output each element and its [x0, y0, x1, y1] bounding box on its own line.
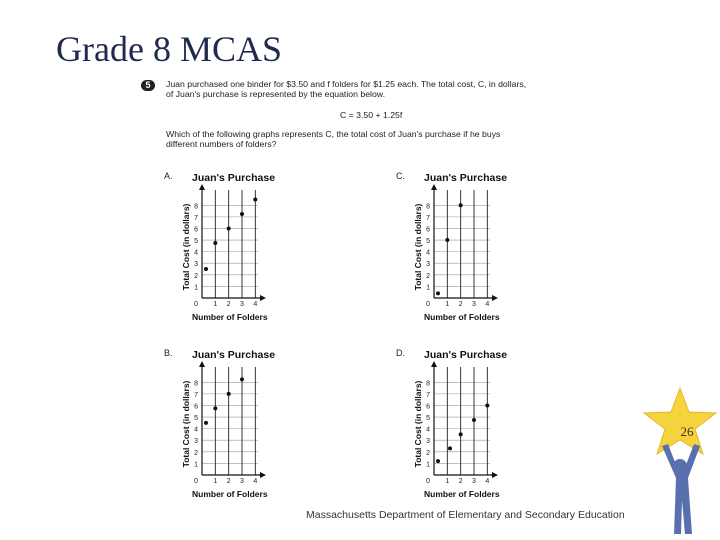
chart-y-tick-label: 5 [194, 415, 198, 423]
chart-y-tick-label: 6 [426, 403, 430, 411]
chart-x-tick-label: 0 [426, 301, 430, 308]
chart-y-tick-label: 4 [194, 426, 198, 434]
chart-y-axis-arrow [199, 184, 205, 190]
chart-x-axis-arrow [492, 472, 498, 478]
chart-option-b[interactable] [162, 345, 292, 505]
chart-y-axis-label: Total Cost (in dollars) [181, 380, 191, 468]
chart-y-tick-label: 8 [426, 380, 430, 388]
chart-x-axis-label: Number of Folders [192, 489, 268, 499]
chart-y-tick-label: 1 [426, 461, 430, 469]
chart-y-tick-label: 8 [194, 203, 198, 211]
chart-data-point [213, 241, 217, 245]
chart-option-a[interactable] [162, 168, 292, 328]
chart-x-axis-label: Number of Folders [192, 312, 268, 322]
chart-y-tick-label: 3 [194, 438, 198, 446]
chart-option-letter: C. [396, 171, 405, 181]
chart-x-axis-label: Number of Folders [424, 489, 500, 499]
chart-y-tick-label: 4 [426, 426, 430, 434]
chart-x-tick-label: 2 [226, 478, 231, 485]
chart-y-axis-label: Total Cost (in dollars) [413, 203, 423, 291]
chart-y-tick-label: 6 [194, 226, 198, 234]
chart-y-tick-label: 2 [426, 272, 430, 280]
chart-x-tick-label: 2 [226, 301, 231, 308]
chart-y-tick-label: 5 [426, 415, 430, 423]
chart-y-axis-label: Total Cost (in dollars) [413, 380, 423, 468]
chart-y-tick-label: 7 [194, 391, 198, 399]
chart-data-point [240, 212, 244, 216]
chart-data-point [240, 377, 244, 381]
chart-y-tick-label: 2 [194, 449, 198, 457]
chart-y-tick-label: 8 [194, 380, 198, 388]
question-prompt-line: different numbers of folders? [166, 139, 277, 149]
chart-x-tick-label: 0 [194, 301, 198, 308]
chart-b-svg [162, 345, 292, 505]
question-number-badge: 5 [141, 80, 155, 91]
question-prompt [166, 129, 586, 149]
chart-data-point [485, 403, 489, 407]
footer-organization: Massachusetts Department of Elementary and Secondary Education [306, 509, 625, 521]
chart-y-tick-label: 5 [426, 238, 430, 246]
chart-y-axis-label: Total Cost (in dollars) [181, 203, 191, 291]
chart-data-point [436, 291, 440, 295]
chart-title: Juan's Purchase [424, 349, 508, 361]
chart-d-svg [394, 345, 524, 505]
chart-title: Juan's Purchase [192, 349, 276, 361]
chart-data-point [448, 446, 452, 450]
chart-data-point [204, 267, 208, 271]
chart-data-point [459, 203, 463, 207]
chart-data-point [472, 418, 476, 422]
chart-y-tick-label: 1 [194, 284, 198, 292]
chart-x-tick-label: 4 [253, 301, 258, 308]
question-stem-line: Juan purchased one binder for $3.50 and f folders for $1.25 each. The total cost, C, in dollars, [166, 79, 527, 89]
chart-data-point [227, 226, 231, 230]
chart-option-letter: B. [164, 348, 173, 358]
chart-y-tick-label: 1 [194, 461, 198, 469]
chart-x-axis-arrow [260, 295, 266, 301]
chart-a-svg [162, 168, 292, 328]
chart-y-tick-label: 6 [426, 226, 430, 234]
chart-y-axis-arrow [431, 361, 437, 367]
chart-x-tick-label: 4 [485, 478, 490, 485]
chart-y-tick-label: 4 [426, 249, 430, 257]
chart-y-axis-arrow [199, 361, 205, 367]
chart-x-tick-label: 1 [213, 301, 218, 308]
chart-option-d[interactable] [394, 345, 524, 505]
question-stem [166, 79, 578, 99]
chart-x-tick-label: 0 [426, 478, 430, 485]
chart-y-axis-arrow [431, 184, 437, 190]
question-prompt-line: Which of the following graphs represents C, the total cost of Juan's purchase if he buys [166, 129, 501, 139]
mcas-star-figure-icon [640, 382, 720, 540]
chart-x-axis-arrow [260, 472, 266, 478]
chart-y-tick-label: 4 [194, 249, 198, 257]
chart-title: Juan's Purchase [192, 172, 276, 184]
chart-x-tick-label: 1 [445, 478, 450, 485]
chart-y-tick-label: 2 [194, 272, 198, 280]
chart-x-tick-label: 1 [213, 478, 218, 485]
chart-y-tick-label: 6 [194, 403, 198, 411]
chart-x-axis-label: Number of Folders [424, 312, 500, 322]
chart-y-tick-label: 3 [194, 261, 198, 269]
chart-option-c[interactable] [394, 168, 524, 328]
slide-title: Grade 8 MCAS [56, 29, 282, 69]
chart-y-tick-label: 3 [426, 438, 430, 446]
chart-option-letter: A. [164, 171, 173, 181]
chart-y-tick-label: 5 [194, 238, 198, 246]
chart-x-axis-arrow [492, 295, 498, 301]
chart-y-tick-label: 7 [426, 391, 430, 399]
page-number: 26 [680, 424, 694, 439]
chart-x-tick-label: 4 [485, 301, 490, 308]
chart-data-point [204, 421, 208, 425]
chart-data-point [459, 432, 463, 436]
chart-y-tick-label: 7 [194, 214, 198, 222]
chart-x-tick-label: 2 [458, 301, 463, 308]
chart-data-point [213, 406, 217, 410]
chart-data-point [253, 197, 257, 201]
chart-y-tick-label: 1 [426, 284, 430, 292]
chart-c-svg [394, 168, 524, 328]
chart-data-point [227, 392, 231, 396]
chart-x-tick-label: 4 [253, 478, 258, 485]
chart-y-tick-label: 2 [426, 449, 430, 457]
chart-x-tick-label: 1 [445, 301, 450, 308]
chart-y-tick-label: 3 [426, 261, 430, 269]
chart-x-tick-label: 3 [240, 301, 244, 308]
cost-equation: C = 3.50 + 1.25f [340, 110, 403, 120]
chart-y-tick-label: 7 [426, 214, 430, 222]
chart-x-tick-label: 0 [194, 478, 198, 485]
chart-x-tick-label: 2 [458, 478, 463, 485]
question-stem-line: of Juan's purchase is represented by the equation below. [166, 89, 385, 99]
chart-x-tick-label: 3 [472, 301, 476, 308]
chart-data-point [445, 238, 449, 242]
chart-data-point [436, 459, 440, 463]
chart-y-tick-label: 8 [426, 203, 430, 211]
chart-title: Juan's Purchase [424, 172, 508, 184]
chart-x-tick-label: 3 [472, 478, 476, 485]
chart-x-tick-label: 3 [240, 478, 244, 485]
chart-option-letter: D. [396, 348, 405, 358]
